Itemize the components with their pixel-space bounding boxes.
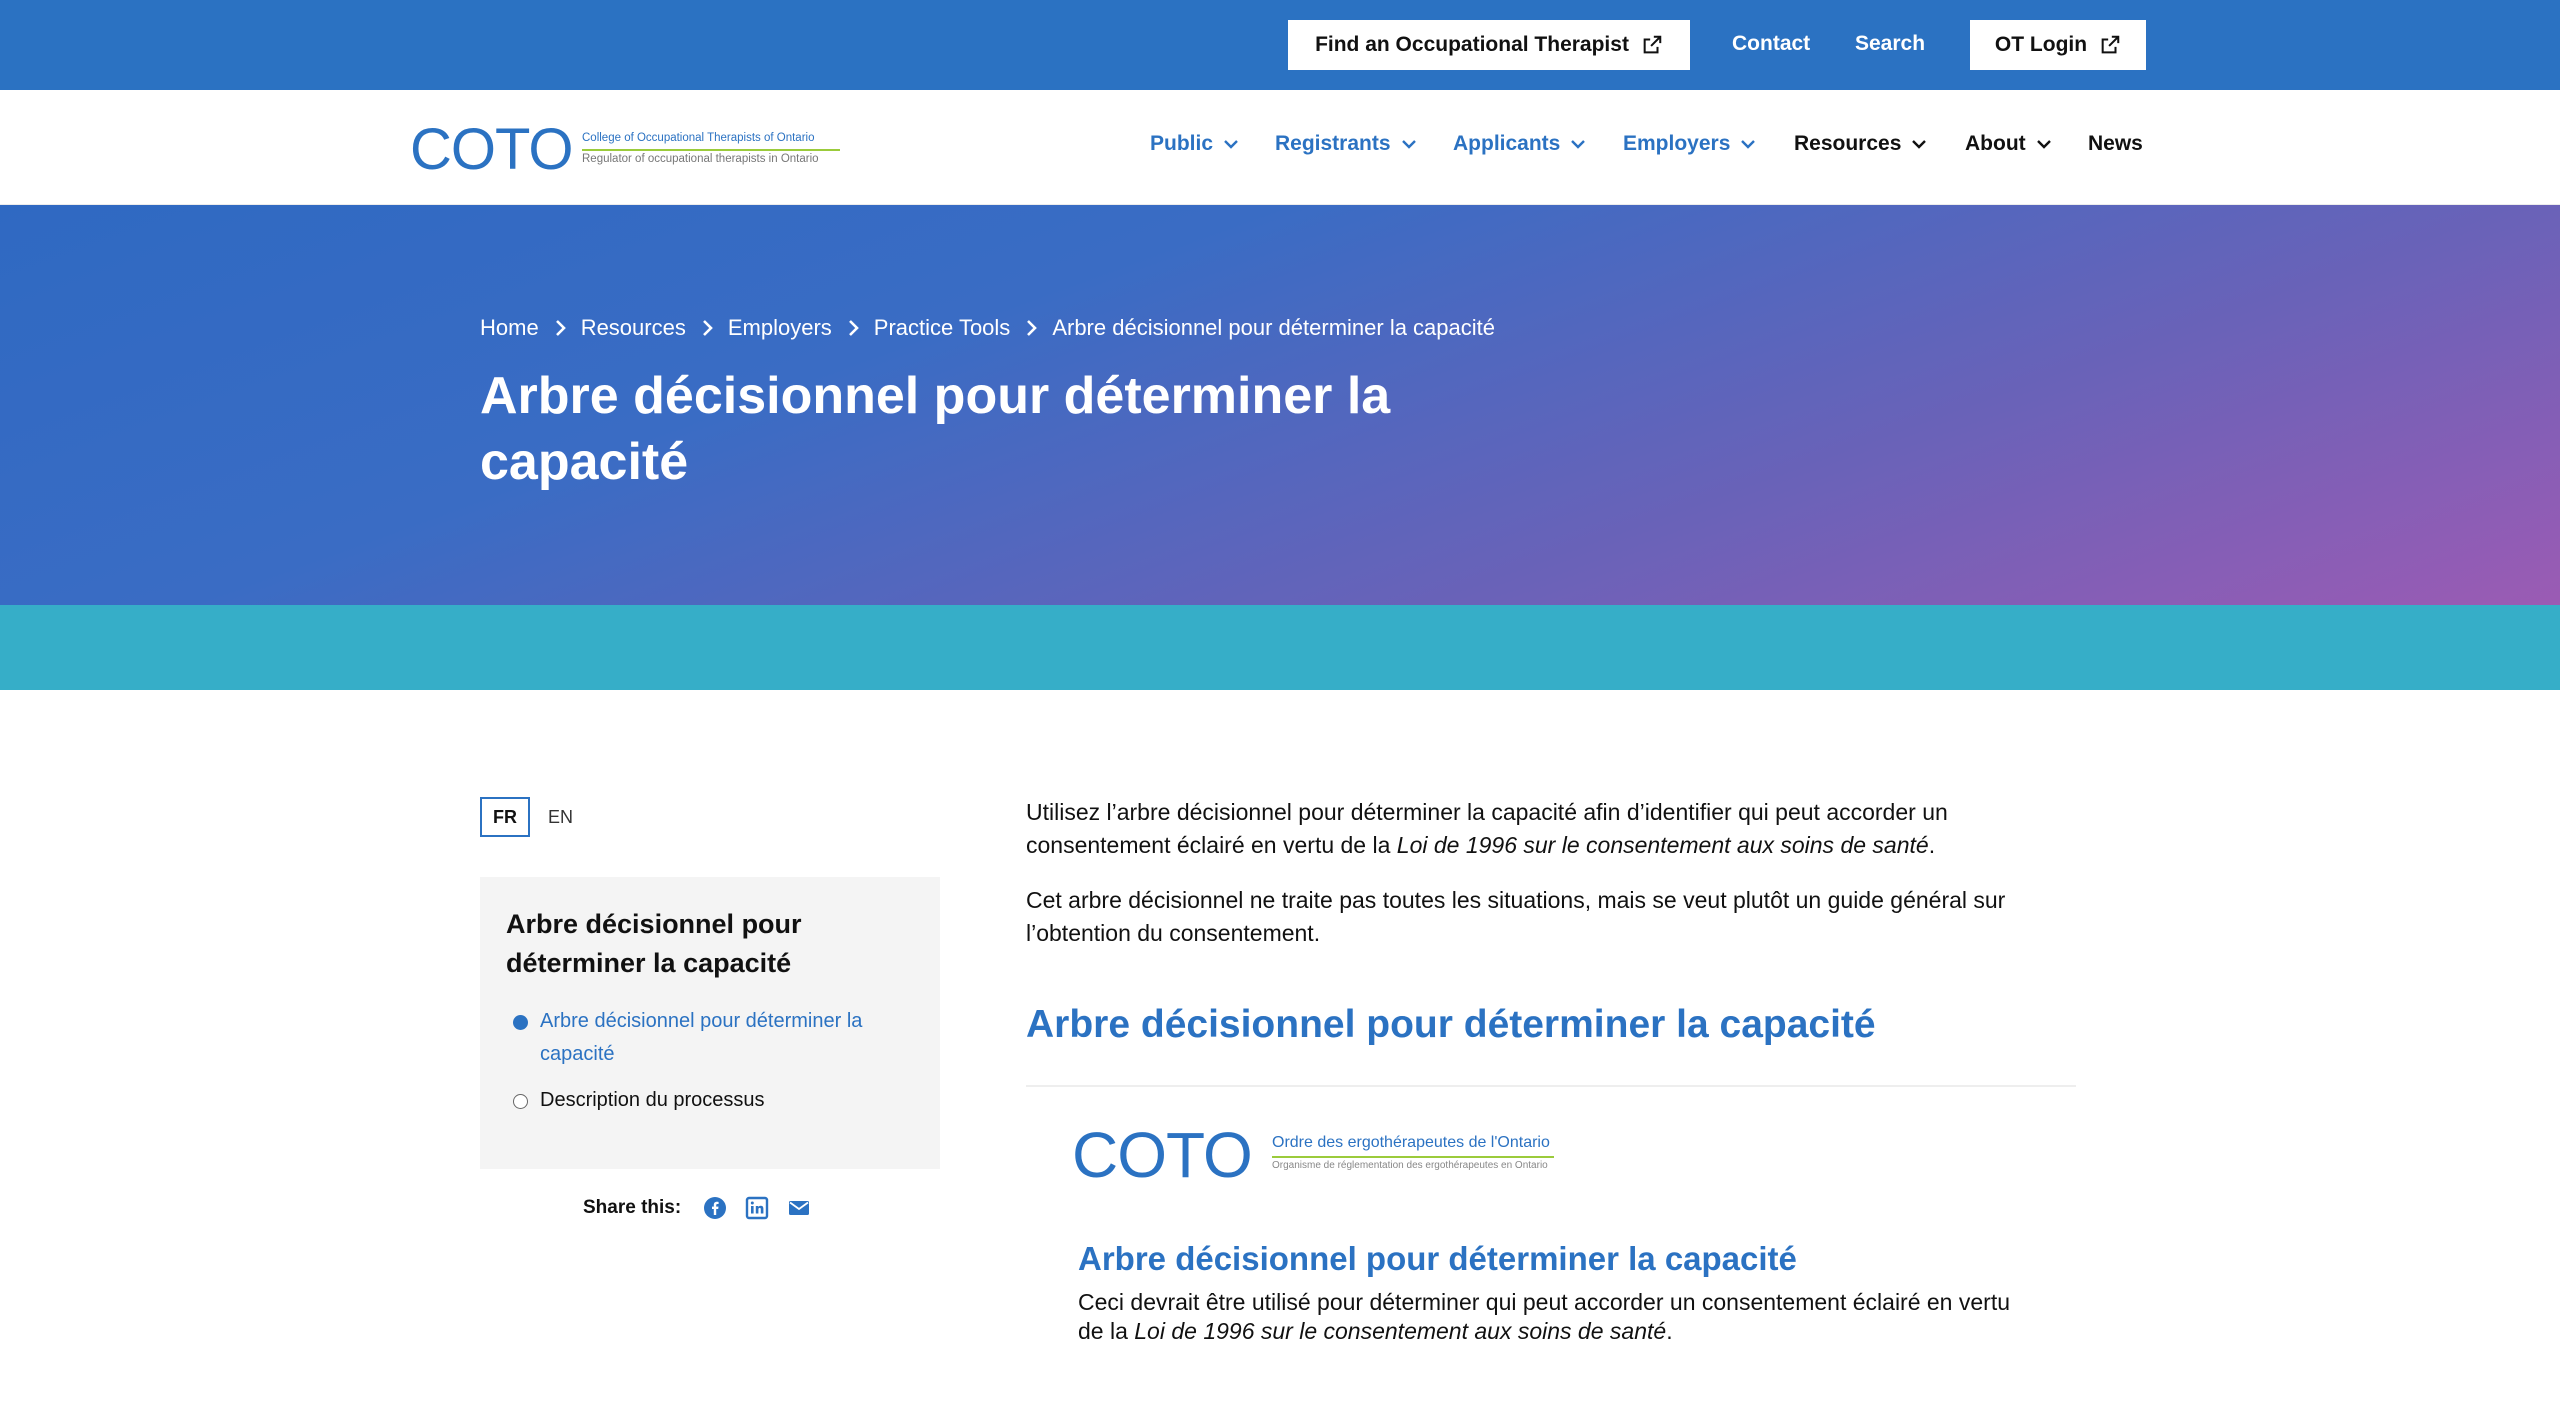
toc-title: Arbre décisionnel pour déterminer la capacité: [506, 909, 802, 978]
hero-banner: [0, 205, 2560, 605]
breadcrumb-home[interactable]: Home: [480, 315, 539, 340]
breadcrumb-practice-tools[interactable]: Practice Tools: [873, 315, 1011, 340]
breadcrumb-current: Arbre décisionnel pour déterminer la capacité: [1052, 315, 1495, 340]
chevron-down-icon: [1223, 139, 1239, 149]
linkedin-icon[interactable]: [745, 1196, 769, 1220]
nav-applicants[interactable]: [1453, 132, 1586, 156]
nav-about-label: About: [1965, 132, 2026, 155]
contact-link[interactable]: Contact: [1732, 32, 1811, 55]
chevron-right-icon: [1024, 318, 1038, 338]
nav-public[interactable]: [1150, 132, 1239, 156]
nav-about[interactable]: [1965, 132, 2052, 156]
chevron-right-icon: [846, 318, 860, 338]
logo-mark: COTO: [410, 117, 573, 182]
find-ot-button[interactable]: [1288, 20, 1690, 70]
toc-item-decision-tree[interactable]: [513, 1005, 913, 1071]
breadcrumb-resources[interactable]: Resources: [580, 315, 686, 340]
search-link[interactable]: Search: [1855, 32, 1926, 55]
section-heading: Arbre décisionnel pour déterminer la capacité: [1026, 1003, 1876, 1046]
share-label: Share this:: [583, 1197, 682, 1218]
nav-resources-label: Resources: [1794, 132, 1902, 155]
intro-paragraph-2: Cet arbre décisionnel ne traite pas toutes les situations, mais se veut plutôt un guide général sur l’obtention du consentement.: [1026, 887, 2006, 946]
document-logo-rule: [1272, 1156, 1554, 1158]
bullet-filled-icon: [513, 1015, 528, 1030]
find-ot-label: Find an Occupational Therapist: [1315, 33, 1629, 56]
email-icon[interactable]: [787, 1196, 811, 1220]
chevron-down-icon: [2036, 139, 2052, 149]
utility-bar: [0, 0, 2560, 90]
chevron-right-icon: [700, 318, 714, 338]
site-header: [0, 90, 2560, 205]
nav-applicants-label: Applicants: [1453, 132, 1561, 155]
intro-paragraph-1: [1026, 796, 2086, 862]
document-logo-tagline: Organisme de réglementation des ergothérapeutes en Ontario: [1272, 1160, 1548, 1171]
language-fr-button[interactable]: FR: [480, 797, 530, 837]
nav-news[interactable]: [2088, 132, 2143, 156]
nav-registrants-label: Registrants: [1275, 132, 1391, 155]
nav-public-label: Public: [1150, 132, 1214, 155]
toc-item-label: Arbre décisionnel pour déterminer la capacité: [540, 1010, 863, 1065]
intro-p1-end: .: [1928, 832, 1936, 858]
nav-employers-label: Employers: [1623, 132, 1731, 155]
breadcrumb: [480, 315, 1495, 341]
chevron-down-icon: [1740, 139, 1756, 149]
toc-item-label: Description du processus: [540, 1089, 765, 1111]
chevron-down-icon: [1401, 139, 1417, 149]
toc-item-process-description[interactable]: [513, 1084, 765, 1117]
bullet-hollow-icon: [513, 1094, 528, 1109]
external-link-icon: [2099, 34, 2121, 56]
language-switcher: [480, 797, 573, 837]
document-logo-org-name: Ordre des ergothérapeutes de l'Ontario: [1272, 1134, 1550, 1151]
nav-news-label: News: [2088, 132, 2143, 155]
section-divider: [1026, 1085, 2076, 1087]
chevron-right-icon: [553, 318, 567, 338]
logo-org-name: College of Occupational Therapists of Ontario: [582, 132, 815, 144]
document-body-text: Ceci devrait être utilisé pour déterminer qui peut accorder un consentement éclairé en vertu de la: [1078, 1289, 2010, 1344]
chevron-down-icon: [1911, 139, 1927, 149]
decision-tree-document: [1026, 1100, 2076, 1414]
intro-text: [1026, 796, 2086, 972]
ot-login-button[interactable]: [1970, 20, 2146, 70]
ot-login-label: OT Login: [1994, 33, 2088, 56]
language-en-link[interactable]: EN: [548, 806, 574, 827]
chevron-down-icon: [1570, 139, 1586, 149]
nav-resources[interactable]: [1794, 132, 1927, 156]
breadcrumb-employers[interactable]: Employers: [727, 315, 832, 340]
page-title: Arbre décisionnel pour déterminer la capacité: [480, 367, 1391, 491]
nav-employers[interactable]: [1623, 132, 1756, 156]
document-body-law: Loi de 1996 sur le consentement aux soins de santé: [1134, 1318, 1667, 1344]
facebook-icon[interactable]: [703, 1196, 727, 1220]
logo-rule: [582, 149, 840, 151]
coto-logo[interactable]: [410, 117, 850, 182]
nav-registrants[interactable]: [1275, 132, 1417, 156]
share-bar: [583, 1196, 811, 1220]
intro-p1-text: Utilisez l’arbre décisionnel pour déterminer la capacité afin d’identifier qui peut accorder un consentement éclairé en vertu de la: [1026, 799, 1948, 858]
document-heading: Arbre décisionnel pour déterminer la capacité: [1078, 1240, 1797, 1277]
document-body: [1078, 1288, 2038, 1346]
external-link-icon: [1641, 34, 1663, 56]
logo-tagline: Regulator of occupational therapists in Ontario: [582, 153, 819, 165]
document-logo-mark: COTO: [1072, 1119, 1252, 1191]
intro-p1-law: Loi de 1996 sur le consentement aux soins de santé: [1396, 832, 1929, 858]
document-body-end: .: [1666, 1318, 1673, 1344]
teal-band: [0, 605, 2560, 690]
table-of-contents: [480, 877, 940, 1169]
